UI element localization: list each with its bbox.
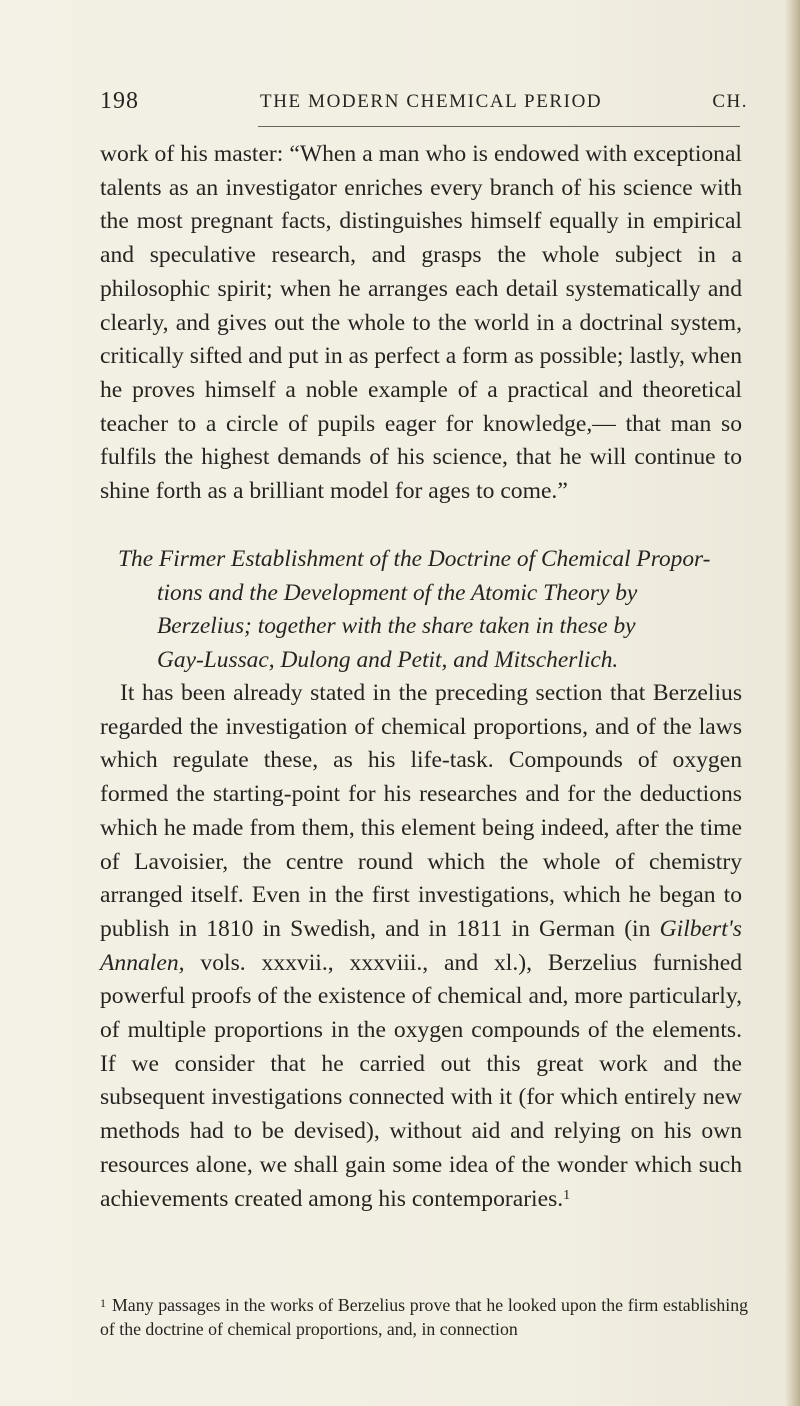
section-heading-line: Berzelius; together with the share taken in these by [157, 613, 636, 640]
page-edge [786, 0, 800, 1406]
journal-title: Gilbert's Annalen, [100, 915, 742, 976]
header-rule [258, 126, 740, 127]
running-header [100, 88, 748, 118]
footnote-text: Many passages in the works of Berzelius prove that he looked upon the firm establishing of the doctrine of chemical proportions, and, in connection [100, 1295, 748, 1339]
chapter-mark: CH. [712, 91, 748, 112]
body-paragraph [100, 677, 742, 1216]
section-heading-line: The Firmer Establishment of the Doctrine of Chemical Propor- [118, 546, 711, 572]
footnote-reference[interactable]: 1 [563, 1187, 571, 1203]
page-number: 198 [100, 88, 139, 114]
footnote [100, 1291, 748, 1341]
body-text: vols. xxxvii., xxxviii., and xl.), Berzelius furnished powerful proofs of the existence of chemical and, more particularly, of multiple proportions in the oxygen compounds of the elements. If we consider that he carried out this great work and the subsequent investigations connected with it (for which entirely new methods had to be devised), without aid and relying on his own resources alone, we shall gain some idea of the wonder which such achievements created among his contemporaries. [100, 949, 742, 1212]
section-heading [118, 543, 742, 678]
section-heading-line: tions and the Development of the Atomic Theory by [157, 579, 638, 606]
section-heading-line: Gay-Lussac, Dulong and Petit, and Mitscherlich. [157, 647, 619, 674]
footnote-mark: 1 [100, 1296, 106, 1310]
running-title: THE MODERN CHEMICAL PERIOD [260, 91, 603, 112]
body-text: It has been already stated in the preceding section that Berzelius regarded the investigation of chemical proportions, and of the laws which regulate these, as his life-task. Compounds of oxygen formed the starting-point for his researches and for the deductions which he made from them, this element being indeed, after the time of Lavoisier, the centre round which the whole of chemistry arranged itself. Even in the first investigations, which he began to publish in 1810 in Swedish, and in 1811 in German (in [100, 680, 742, 942]
quotation-paragraph: work of his master: “When a man who is endowed with exceptional talents as an investigator enriches every branch of his science with the most pregnant facts, distinguishes himself equally in empirical and speculative research, and grasps the whole subject in a philosophic spirit; when he arranges each detail systematically and clearly, and gives out the whole to the world in a doctrinal system, critically sifted and put in as perfect a form as possible; lastly, when he proves himself a noble example of a practical and theoretical teacher to a circle of pupils eager for knowledge,— that man so fulfils the highest demands of his science, that he will continue to shine forth as a brilliant model for ages to come.” [100, 141, 742, 505]
